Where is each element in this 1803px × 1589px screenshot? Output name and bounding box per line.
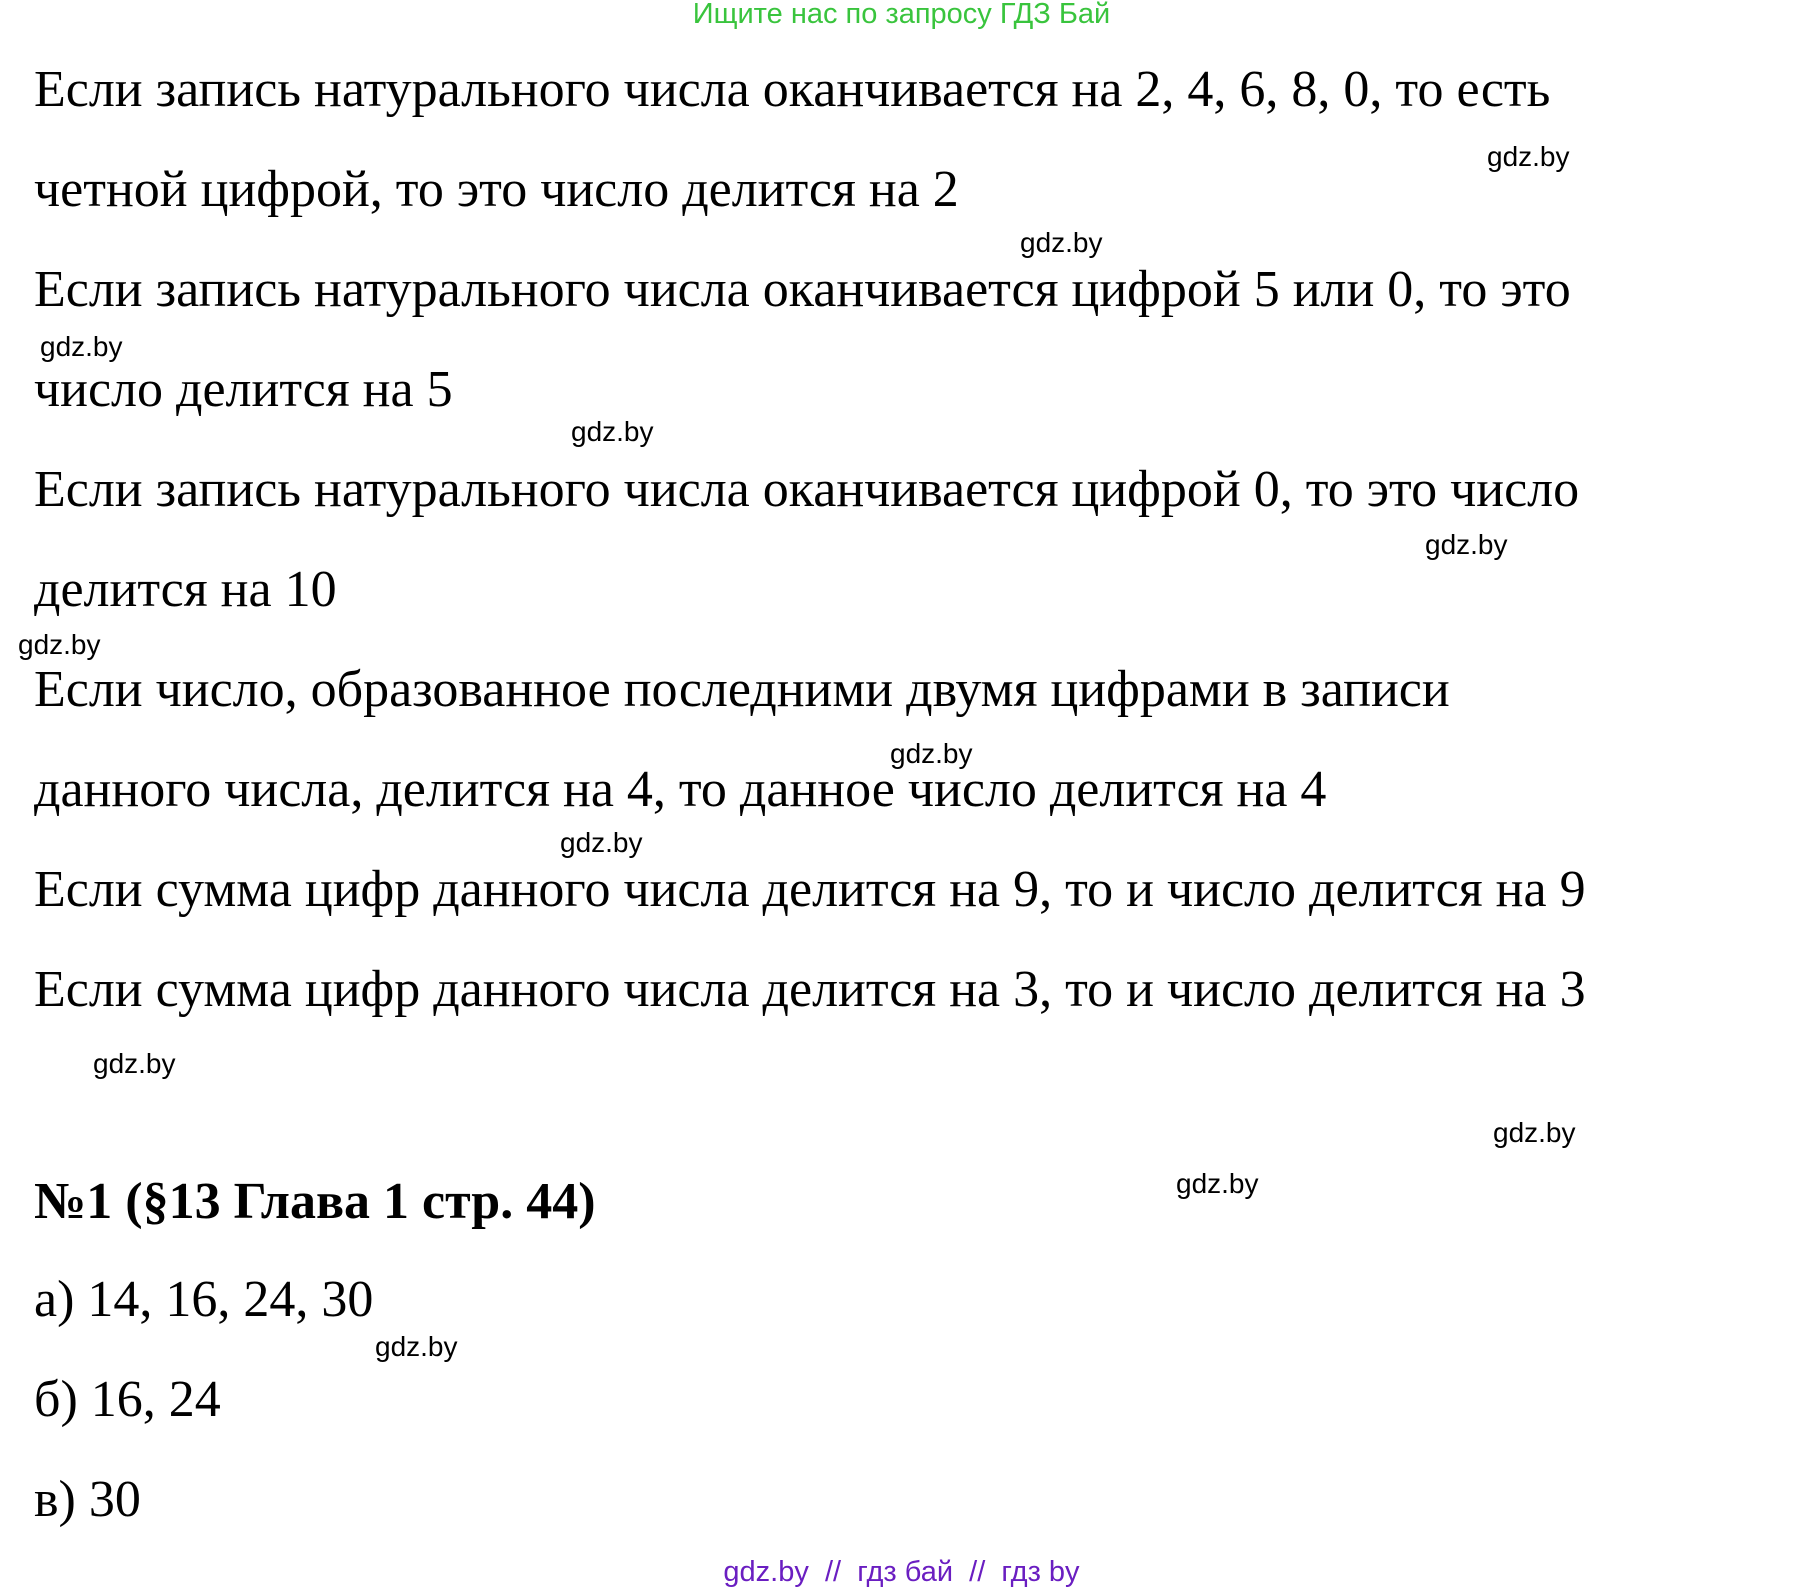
answer-a: а) 14, 16, 24, 30 <box>34 1271 374 1328</box>
answer-c: в) 30 <box>34 1471 141 1528</box>
rule-line-10: Если сумма цифр данного числа делится на 3, то и число делится на 3 <box>34 961 1586 1018</box>
watermark: gdz.by <box>1487 141 1570 172</box>
rule-line-2: четной цифрой, то это число делится на 2 <box>34 161 959 218</box>
watermark: gdz.by <box>93 1048 176 1079</box>
exercise-heading: №1 (§13 Глава 1 стр. 44) <box>34 1173 596 1230</box>
rule-line-6: делится на 10 <box>34 561 337 618</box>
watermark: gdz.by <box>18 629 101 660</box>
watermark: gdz.by <box>560 827 643 858</box>
footer-links: gdz.by // гдз бай // гдз by <box>723 1556 1080 1588</box>
watermark: gdz.by <box>40 331 123 362</box>
rule-line-1: Если запись натурального числа оканчивается на 2, 4, 6, 8, 0, то есть <box>34 61 1551 118</box>
rule-line-8: данного числа, делится на 4, то данное число делится на 4 <box>34 761 1327 818</box>
rule-line-9: Если сумма цифр данного числа делится на 9, то и число делится на 9 <box>34 861 1586 918</box>
rule-line-7: Если число, образованное последними двумя цифрами в записи <box>34 661 1450 718</box>
watermark: gdz.by <box>890 738 973 769</box>
watermark: gdz.by <box>375 1331 458 1362</box>
rule-line-4: число делится на 5 <box>34 361 453 418</box>
answer-b: б) 16, 24 <box>34 1371 221 1428</box>
watermark: gdz.by <box>1493 1117 1576 1148</box>
watermark: gdz.by <box>571 416 654 447</box>
rule-line-3: Если запись натурального числа оканчивается цифрой 5 или 0, то это <box>34 261 1571 318</box>
watermark: gdz.by <box>1176 1168 1259 1199</box>
search-hint-banner: Ищите нас по запросу ГДЗ Бай <box>692 0 1111 30</box>
watermark: gdz.by <box>1425 529 1508 560</box>
watermark: gdz.by <box>1020 227 1103 258</box>
rule-line-5: Если запись натурального числа оканчивается цифрой 0, то это число <box>34 461 1580 518</box>
